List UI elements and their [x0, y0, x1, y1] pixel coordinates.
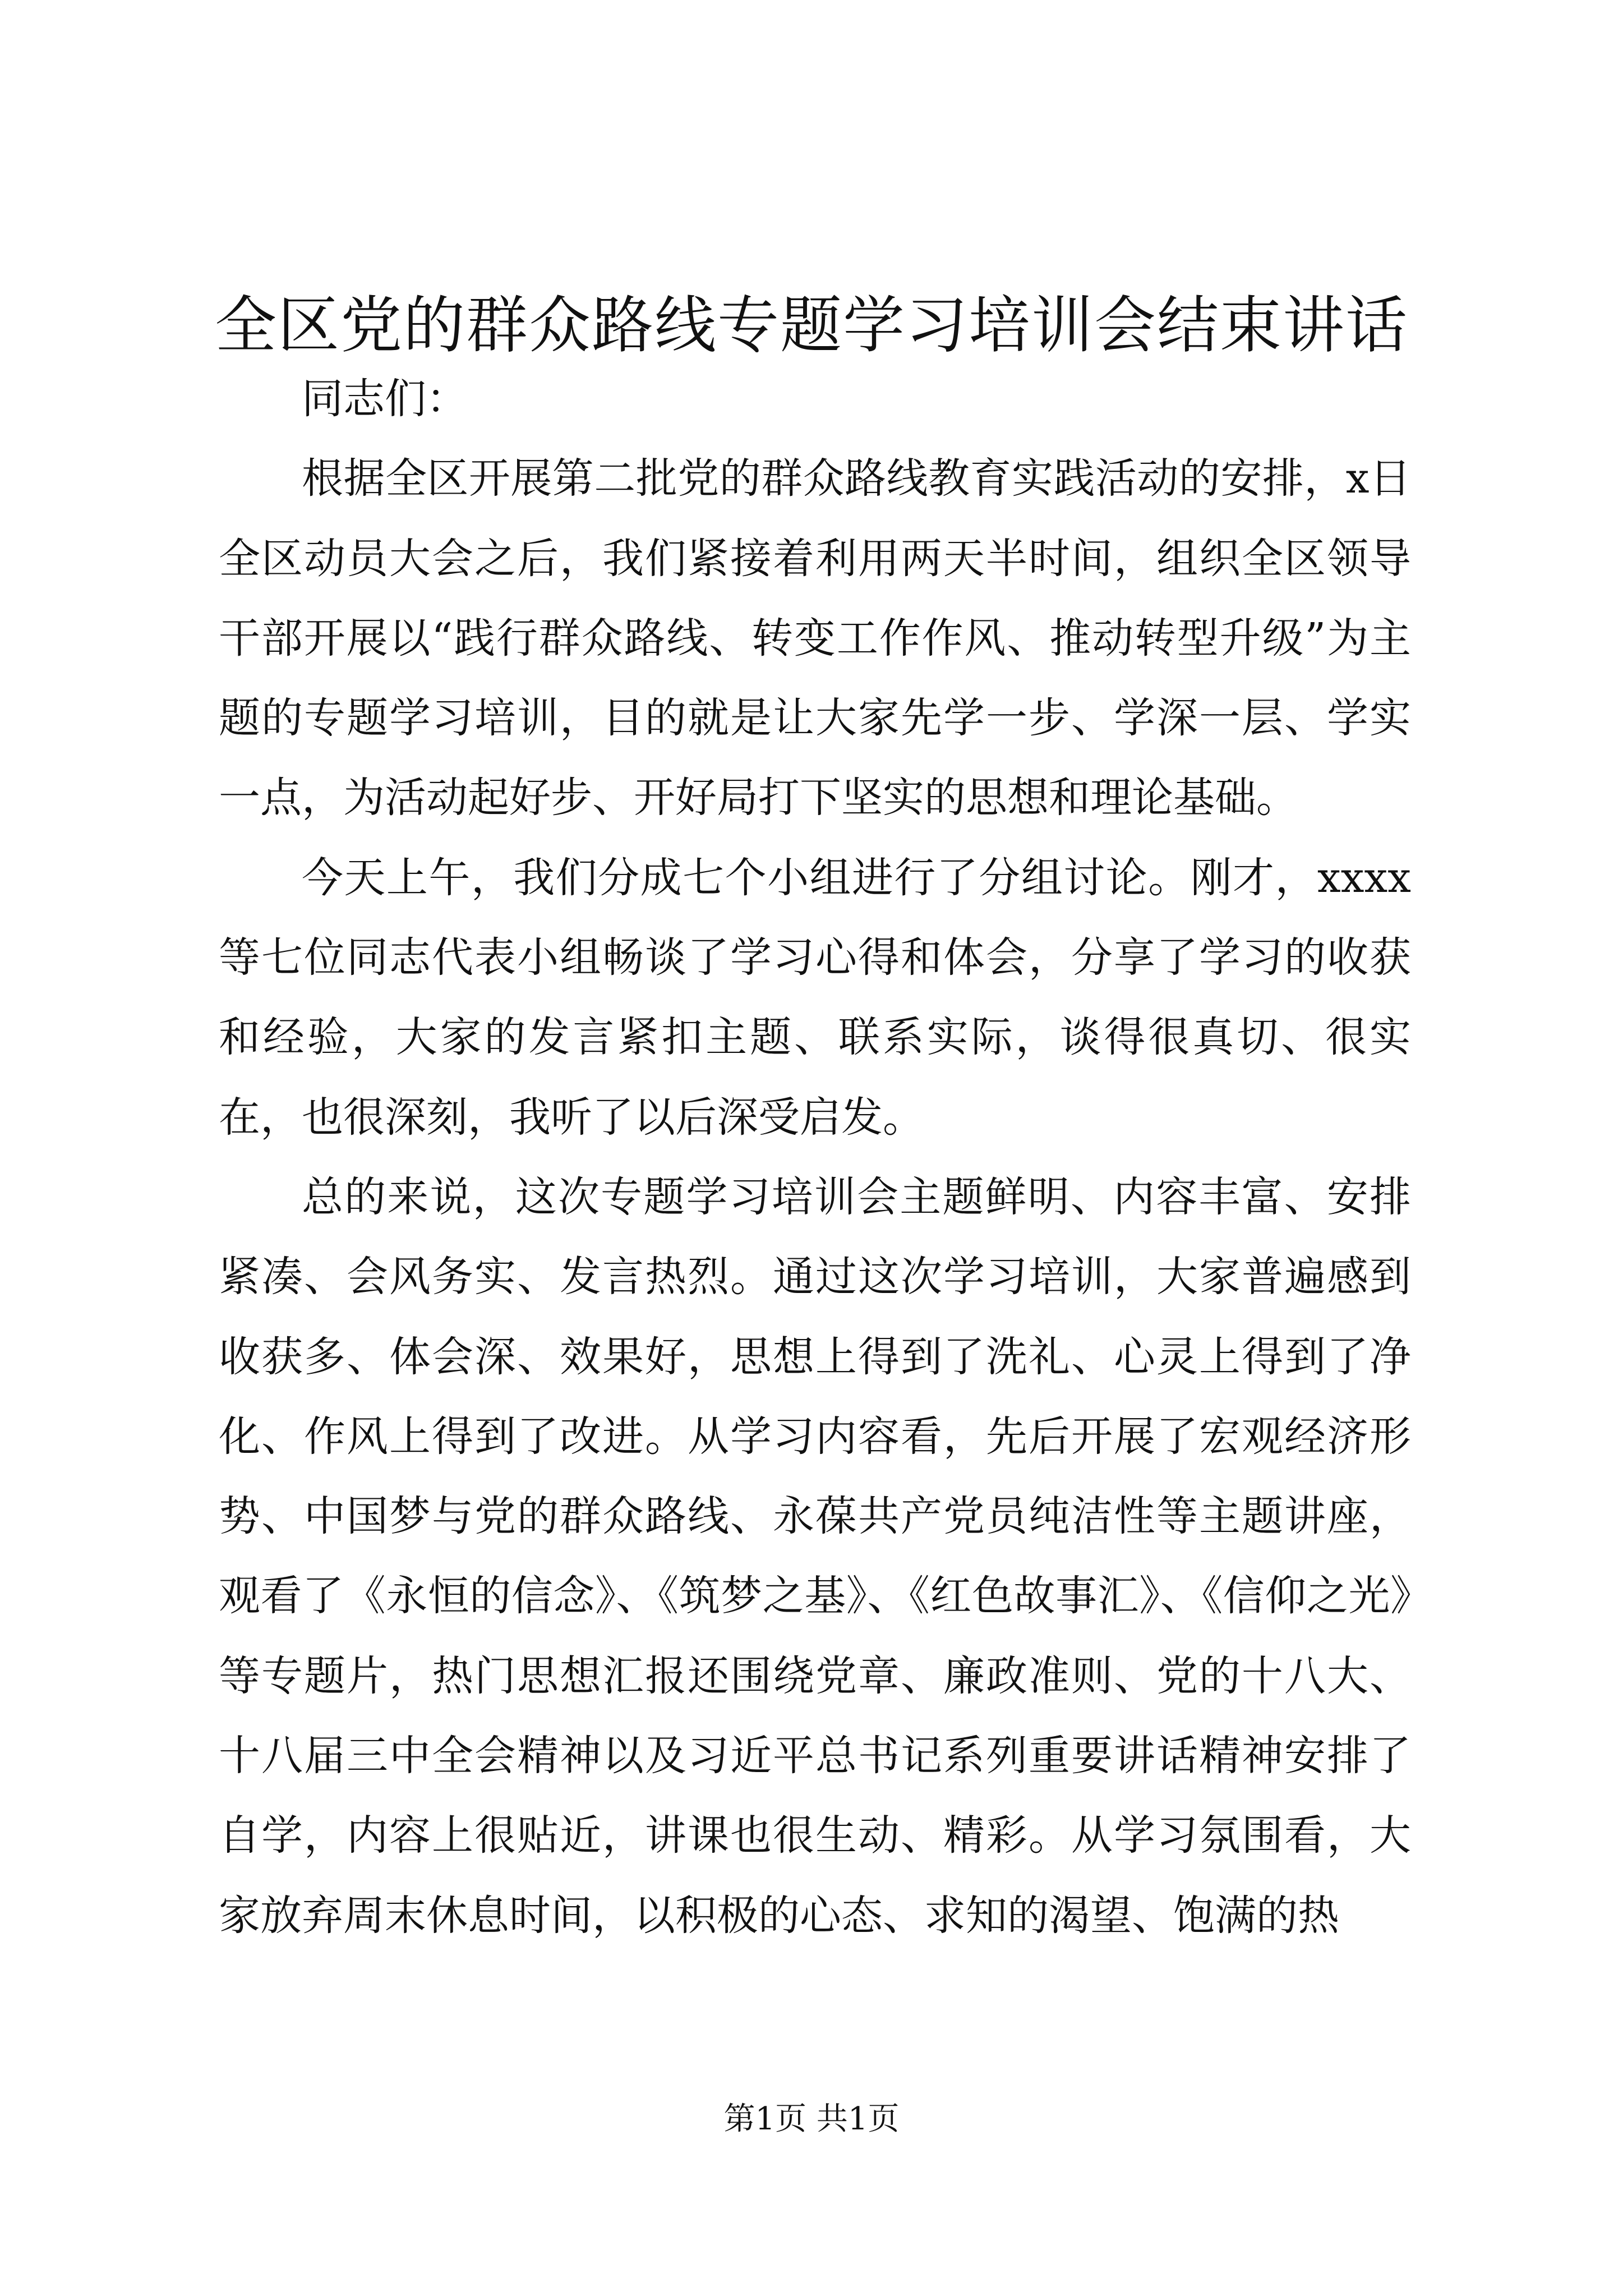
body-paragraph: 总的来说，这次专题学习培训会主题鲜明、内容丰富、安排紧凑、会风务实、发言热烈。通过这次学习培训，大家普遍感到收获多、体会深、效果好，思想上得到了洗礼、心灵上得到了净化、作风上得到了改进。从学习内容看，先后开展了宏观经济形势、中国梦与党的群众路线、永葆共产党员纯洁性等主题讲座，观看了《永恒的信念》、《筑梦之基》、《红色故事汇》、《信仰之光》等专题片，热门思想汇报还围绕党章、廉政准则、党的十八大、十八届三中全会精神以及习近平总书记系列重要讲话精神安排了自学，内容上很贴近，讲课也很生动、精彩。从学习氛围看，大家放弃周末休息时间，以积极的心态、求知的渴望、饱满的热	[219, 1172, 1411, 1940]
body-paragraph: 根据全区开展第二批党的群众路线教育实践活动的安排，x日全区动员大会之后，我们紧接着利用两天半时间，组织全区领导干部开展以“践行群众路线、转变工作作风、推动转型升级”为主题的专题学习培训，目的就是让大家先学一步、学深一层、学实一点，为活动起好步、开好局打下坚实的思想和理论基础。	[219, 454, 1411, 822]
document-body	[219, 359, 1411, 1955]
body-paragraph: 今天上午，我们分成七个小组进行了分组讨论。刚才，xxxx等七位同志代表小组畅谈了学习心得和体会，分享了学习的收获和经验，大家的发言紧扣主题、联系实际，谈得很真切、很实在，也很深刻，我听了以后深受启发。	[219, 853, 1411, 1142]
page-footer: 第1页 共1页	[723, 2101, 900, 2137]
salutation-paragraph: 同志们：	[302, 375, 468, 423]
document-title: 全区党的群众路线专题学习培训会结束讲话	[215, 289, 1408, 361]
